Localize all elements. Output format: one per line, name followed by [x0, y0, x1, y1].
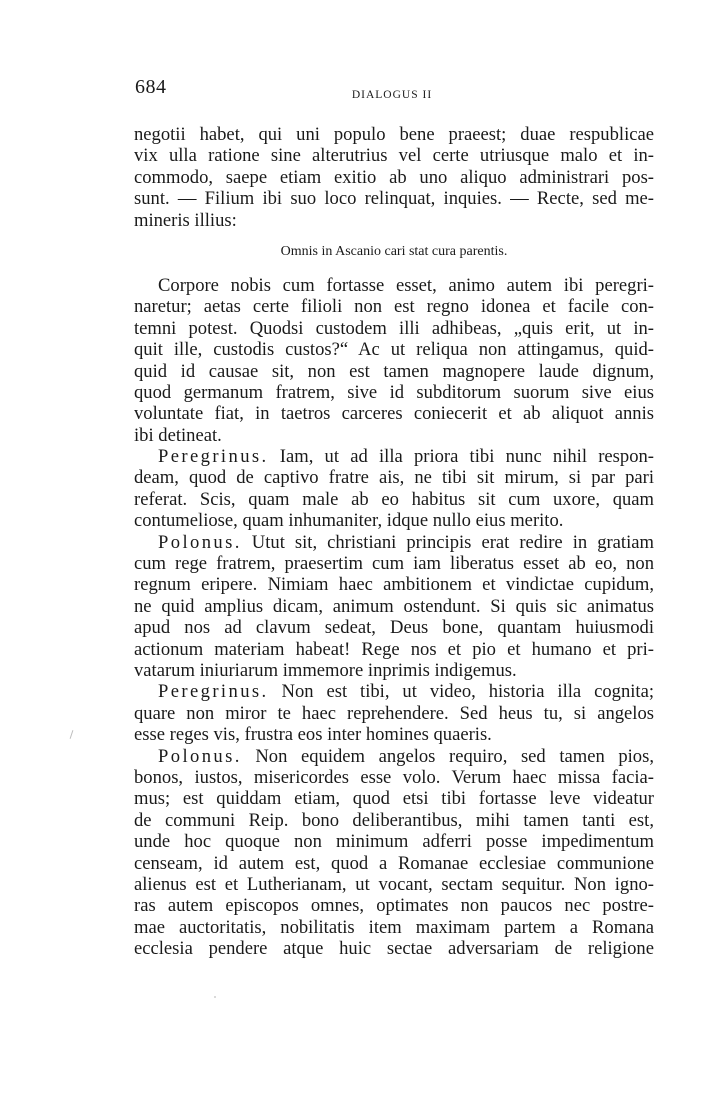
- scan-mark: [70, 730, 74, 739]
- text-line: temni potest. Quodsi custodem illi adhibeas, „quis erit, ut in-: [134, 317, 654, 339]
- speaker-name: Peregrinus.: [158, 446, 269, 468]
- text-line: voluntate fiat, in taetros carceres coniecerit et ab aliquot annis: [134, 403, 654, 425]
- text-line: ras autem episcopos omnes, optimates non paucos nec postre-: [134, 895, 654, 917]
- page-number: 684: [135, 76, 167, 98]
- text-line: sunt. — Filium ibi suo loco relinquat, inquies. — Recte, sed me-: [134, 188, 654, 210]
- text-line: [134, 532, 654, 553]
- speaker-name: Polonus.: [158, 531, 242, 553]
- text-line: bonos, iustos, misericordes esse volo. Verum haec missa facia-: [134, 766, 654, 788]
- text-line: alienus est et Lutherianam, ut vocant, sectam sequitur. Non igno-: [134, 873, 654, 895]
- speaker-name: Peregrinus.: [158, 681, 269, 703]
- text-line: cum rege fratrem, praesertim cum iam liberatus esset ab eo, non: [134, 553, 654, 575]
- text-line: censeam, id autem est, quod a Romanae ecclesiae communione: [134, 852, 654, 874]
- text-line: commodo, saepe etiam exitio ab uno aliquo administrari pos-: [134, 166, 654, 188]
- text-line: [134, 446, 654, 467]
- text-line: mineris illius:: [134, 209, 237, 231]
- text-line: ecclesia pendere atque huic sectae adversariam de religione: [134, 938, 654, 960]
- text-line: actionum materiam habeat! Rege nos et pio et humano et pri-: [134, 638, 654, 660]
- speaker-name: Polonus.: [158, 745, 242, 767]
- text-line: ne quid amplius dicam, animum ostendunt. Si quis sic animatus: [134, 595, 654, 617]
- text-line: mae auctoritatis, nobilitatis item maximam partem a Romana: [134, 916, 654, 938]
- text-line: de communi Reip. bono deliberantibus, mihi tamen tanti est,: [134, 809, 654, 831]
- text-line: quod germanum fratrem, sive id subditorum suorum sive eius: [134, 381, 654, 403]
- text-line: quid id causae sit, non est tamen magnopere laude dignum,: [134, 360, 654, 382]
- text-line: quare non miror te haec reprehendere. Sed heus tu, si angelos: [134, 702, 654, 724]
- text-line: apud nos ad clavum sedeat, Deus bone, quantam huiusmodi: [134, 617, 654, 639]
- text-line: quit ille, custodis custos?“ Ac ut reliqua non attingamus, quid-: [134, 339, 654, 361]
- speech-text: Non equidem angelos requiro, sed tamen pios,: [241, 745, 654, 767]
- text-line: [134, 746, 654, 767]
- text-line: [134, 681, 654, 702]
- scan-speck: [214, 996, 216, 998]
- text-line: Corpore nobis cum fortasse esset, animo autem ibi peregri-: [158, 274, 654, 296]
- text-line: regnum eripere. Nimiam haec ambitionem et vindictae cupidum,: [134, 574, 654, 596]
- text-line: mus; est quiddam etiam, quod etsi tibi fortasse leve videatur: [134, 788, 654, 810]
- text-line: naretur; aetas certe filioli non est regno idonea et facile con-: [134, 296, 654, 318]
- running-head: DIALOGUS II: [351, 89, 433, 101]
- text-line: unde hoc quoque non minimum adferri posse impedimentum: [134, 831, 654, 853]
- text-line: deam, quod de captivo fratre ais, ne tibi sit mirum, si par pari: [134, 467, 654, 489]
- text-block: [134, 124, 654, 959]
- text-line: ibi detineat.: [134, 424, 222, 446]
- speech-text: Iam, ut ad illa priora tibi nunc nihil respon-: [268, 446, 654, 468]
- text-line: vatarum iniuriarum immemore inprimis indigemus.: [134, 659, 517, 681]
- text-line: esse reges vis, frustra eos inter homines quaeris.: [134, 724, 492, 746]
- text-line: referat. Scis, quam male ab eo habitus sit cum uxore, quam: [134, 488, 654, 510]
- speech-text: Non est tibi, ut video, historia illa cognita;: [268, 681, 654, 703]
- text-line: vix ulla ratione sine alterutrius vel certe utriusque malo et in-: [134, 145, 654, 167]
- speech-text: Utut sit, christiani principis erat redire in gratiam: [241, 531, 654, 553]
- text-line: contumeliose, quam inhumaniter, idque nullo eius merito.: [134, 510, 564, 532]
- text-line: negotii habet, qui uni populo bene praeest; duae respublicae: [134, 124, 654, 145]
- verse-quotation: Omnis in Ascanio cari stat cura parentis.: [280, 243, 508, 259]
